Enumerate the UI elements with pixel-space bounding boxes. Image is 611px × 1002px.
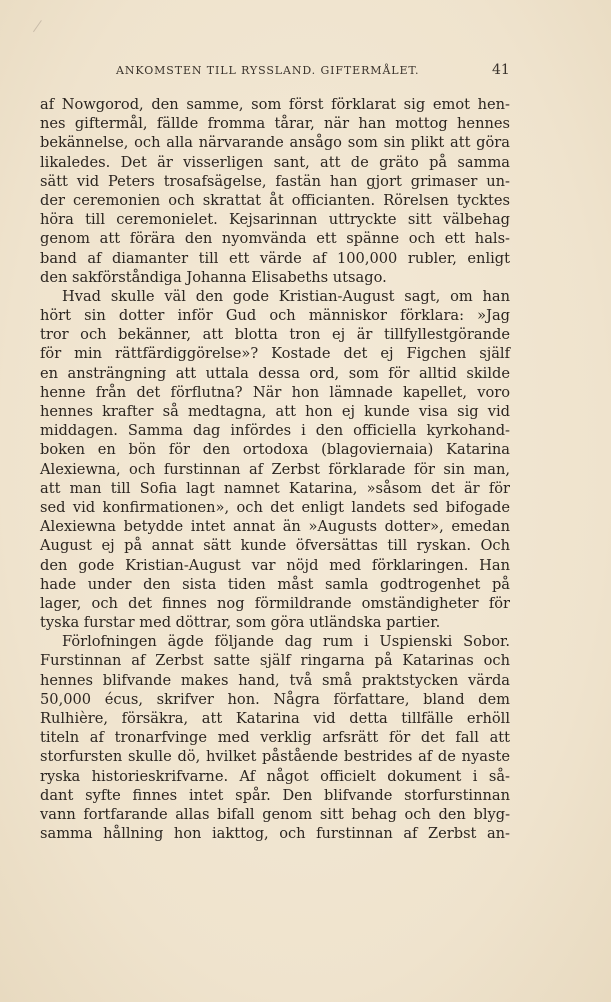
text-line: en ansträngning att uttala dessa ord, som för alltid skilde [40,364,510,382]
text-line: Alexiewna betydde intet annat än »Augusts dotter», emedan [40,518,510,536]
text-line: hört sin dotter inför Gud och människor förklara: »Jag [40,307,510,325]
text-line: ryska historieskrifvarne. Af något officielt dokument i så- [40,767,510,785]
page-number: 41 [492,62,510,78]
text-line: Furstinnan af Zerbst satte själf ringarna på Katarinas och [40,652,510,670]
text-line: August ej på annat sätt kunde öfversättas till ryskan. Och [40,537,510,555]
text-line: band af diamanter till ett värde af 100,000 rubler, enligt [40,249,510,267]
text-line: hade under den sista tiden måst samla godtrogenhet på [40,575,510,593]
text-line: hennes krafter så medtagna, att hon ej kunde visa sig vid [40,403,510,420]
text-line: höra till ceremonielet. Kejsarinnan uttryckte sitt välbehag [40,211,510,229]
text-line: henne från det förflutna? När hon lämnade kapellet, voro [40,383,510,401]
text-line: hennes blifvande makes hand, två små praktstycken värda [40,671,510,689]
pencil-mark [33,20,50,38]
text-line: tror och bekänner, att blotta tron ej är tillfyllestgörande [40,326,510,344]
text-line: af Nowgorod, den samme, som först förklarat sig emot hen- [40,96,510,113]
text-line: den sakförståndiga Johanna Elisabeths utsago. [40,268,387,286]
text-line: Alexiewna, och furstinnan af Zerbst förklarade för sin man, [40,460,510,478]
text-line: dant syfte finnes intet spår. Den blifvande storfurstinnan [40,786,510,804]
text-line: middagen. Samma dag infördes i den officiella kyrkohand- [40,422,510,440]
text-line: sätt vid Peters trosafsägelse, fastän han gjort grimaser un- [40,172,510,190]
text-line: Förlofningen ägde följande dag rum i Uspienski Sobor. [62,633,510,651]
text-line: för min rättfärdiggörelse»? Kostade det ej Figchen själf [40,345,510,363]
text-line: Rulhière, försäkra, att Katarina vid detta tillfälle erhöll [40,710,510,727]
text-line: 50,000 écus, skrifver hon. Några författare, bland dem [40,690,510,708]
text-line: tyska furstar med döttrar, som göra utländska partier. [40,614,441,632]
text-line: den gode Kristian-August var nöjd med förklaringen. Han [40,556,510,574]
text-line: lager, och det finnes nog förmildrande omständigheter för [40,594,510,612]
text-line: samma hållning hon iakttog, och furstinnan af Zerbst an- [40,825,510,843]
text-line: boken en bön för den ortodoxa (blagoviernaia) Katarina [40,441,510,459]
text-line: likaledes. Det är visserligen sant, att de gräto på samma [40,153,510,171]
text-line: der ceremonien och skrattat åt officianten. Rörelsen tycktes [40,191,510,209]
text-line: bekännelse, och alla närvarande ansågo som sin plikt att göra [40,134,510,152]
text-line: genom att förära den nyomvända ett spänne och ett hals- [40,230,510,248]
text-line: storfursten skulle dö, hvilket påstående bestrides af de nyaste [40,748,510,766]
text-line: att man till Sofia lagt namnet Katarina, »såsom det är för [40,479,510,497]
body-text [40,95,510,843]
text-line: titeln af tronarfvinge med verklig arfsrätt för det fall att [40,729,510,747]
text-line: sed vid konfirmationen», och det enligt landets sed bifogade [40,498,510,516]
running-head: ANKOMSTEN TILL RYSSLAND. GIFTERMÅLET. [116,64,420,77]
text-line: nes giftermål, fällde fromma tårar, när han mottog hennes [40,115,510,133]
text-line: vann fortfarande allas bifall genom sitt behag och den blyg- [40,805,510,823]
text-line: Hvad skulle väl den gode Kristian-August sagt, om han [62,287,510,305]
